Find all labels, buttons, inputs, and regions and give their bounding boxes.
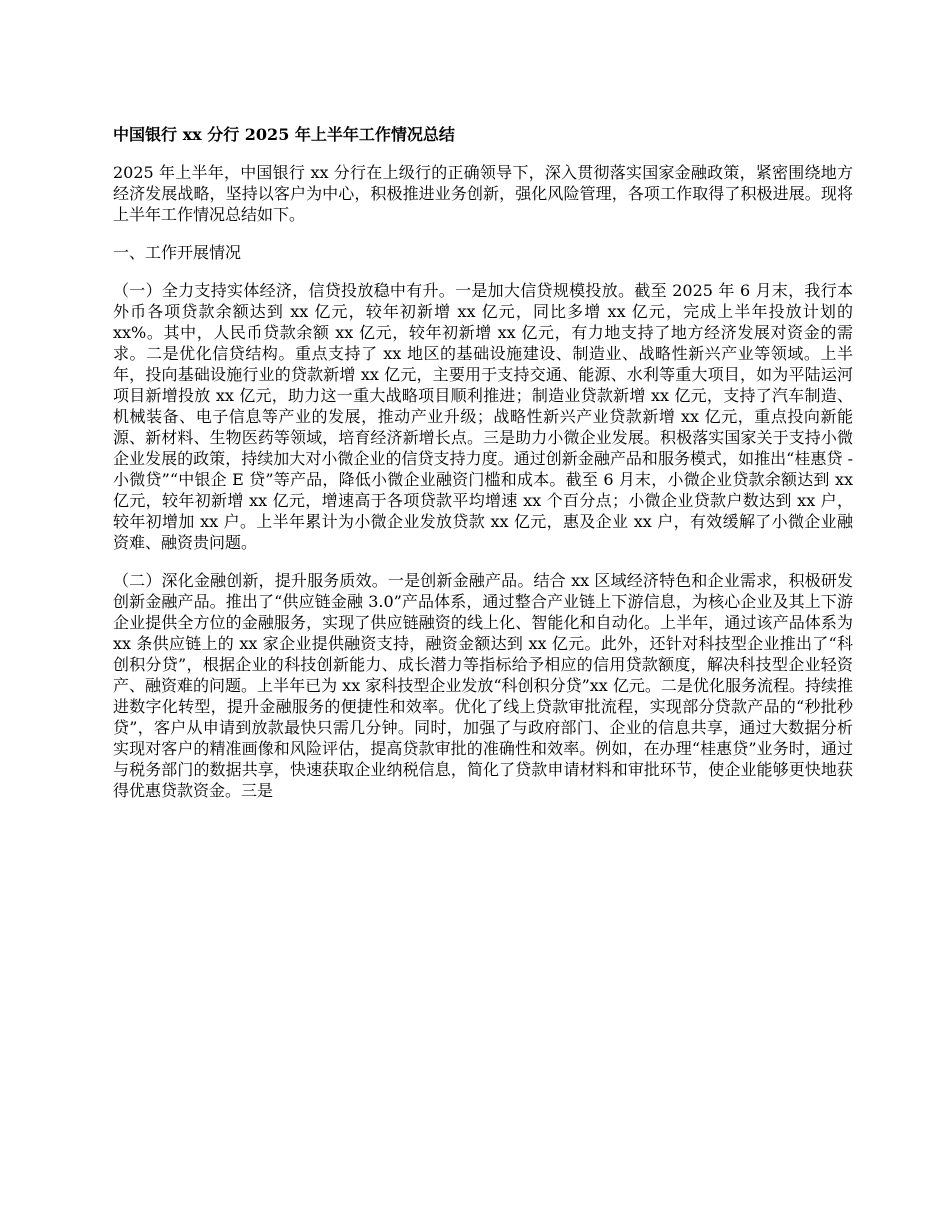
document-title: 中国银行 xx 分行 2025 年上半年工作情况总结 (113, 125, 455, 144)
document-page (113, 124, 859, 818)
body-paragraph-2: （二）深化金融创新，提升服务质效。一是创新金融产品。结合 xx 区域经济特色和企业需求，积极研发创新金融产品。推出了“供应链金融 3.0”产品体系，通过整合产业链上下游信息，为核心企业及其上下游企业提供全方位的金融服务，实现了供应链融资的线上化、智能化和自动化。上半年，通过该产品体系为 xx 条供应链上的 xx 家企业提供融资支持，融资金额达到 xx 亿元。此外，还针对科技型企业推出了“科创积分贷”，根据企业的科技创新能力、成长潜力等指标给予相应的信用贷款额度，解决科技型企业轻资产、融资难的问题。上半年已为 xx 家科技型企业发放“科创积分贷”xx 亿元。二是优化服务流程。持续推进数字化转型，提升金融服务的便捷性和效率。优化了线上贷款审批流程，实现部分贷款产品的“秒批秒贷”，客户从申请到放款最快只需几分钟。同时，加强了与政府部门、企业的信息共享，通过大数据分析实现对客户的精准画像和风险评估，提高贷款审批的准确性和效率。例如，在办理“桂惠贷”业务时，通过与税务部门的数据共享，快速获取企业纳税信息，简化了贷款申请材料和审批环节，使企业能够更快地获得优惠贷款资金。三是 (113, 571, 859, 800)
section-heading: 一、工作开展情况 (113, 243, 242, 262)
intro-paragraph: 2025 年上半年，中国银行 xx 分行在上级行的正确领导下，深入贯彻落实国家金融政策，紧密围绕地方经济发展战略，坚持以客户为中心，积极推进业务创新，强化风险管理，各项工作取得了积极进展。现将上半年工作情况总结如下。 (113, 163, 853, 224)
body-paragraph-1: （一）全力支持实体经济，信贷投放稳中有升。一是加大信贷规模投放。截至 2025 年 6 月末，我行本外币各项贷款余额达到 xx 亿元，较年初新增 xx 亿元，同比多增 xx 亿元，完成上半年投放计划的 xx%。其中，人民币贷款余额 xx 亿元，较年初新增 xx 亿元，有力地支持了地方经济发展对资金的需求。二是优化信贷结构。重点支持了 xx 地区的基础设施建设、制造业、战略性新兴产业等领域。上半年，投向基础设施行业的贷款新增 xx 亿元，主要用于支持交通、能源、水利等重大项目，如为平陆运河项目新增投放 xx 亿元，助力这一重大战略项目顺利推进；制造业贷款新增 xx 亿元，支持了汽车制造、机械装备、电子信息等产业的发展，推动产业升级；战略性新兴产业贷款新增 xx 亿元，重点投向新能源、新材料、生物医药等领域，培育经济新增长点。三是助力小微企业发展。积极落实国家关于支持小微企业发展的政策，持续加大对小微企业的信贷支持力度。通过创新金融产品和服务模式，如推出“桂惠贷 - 小微贷”“中银企 E 贷”等产品，降低小微企业融资门槛和成本。截至 6 月末，小微企业贷款余额达到 xx 亿元，较年初新增 xx 亿元，增速高于各项贷款平均增速 xx 个百分点；小微企业贷款户数达到 xx 户，较年初增加 xx 户。上半年累计为小微企业发放贷款 xx 亿元，惠及企业 xx 户，有效缓解了小微企业融资难、融资贵问题。 (113, 281, 859, 552)
